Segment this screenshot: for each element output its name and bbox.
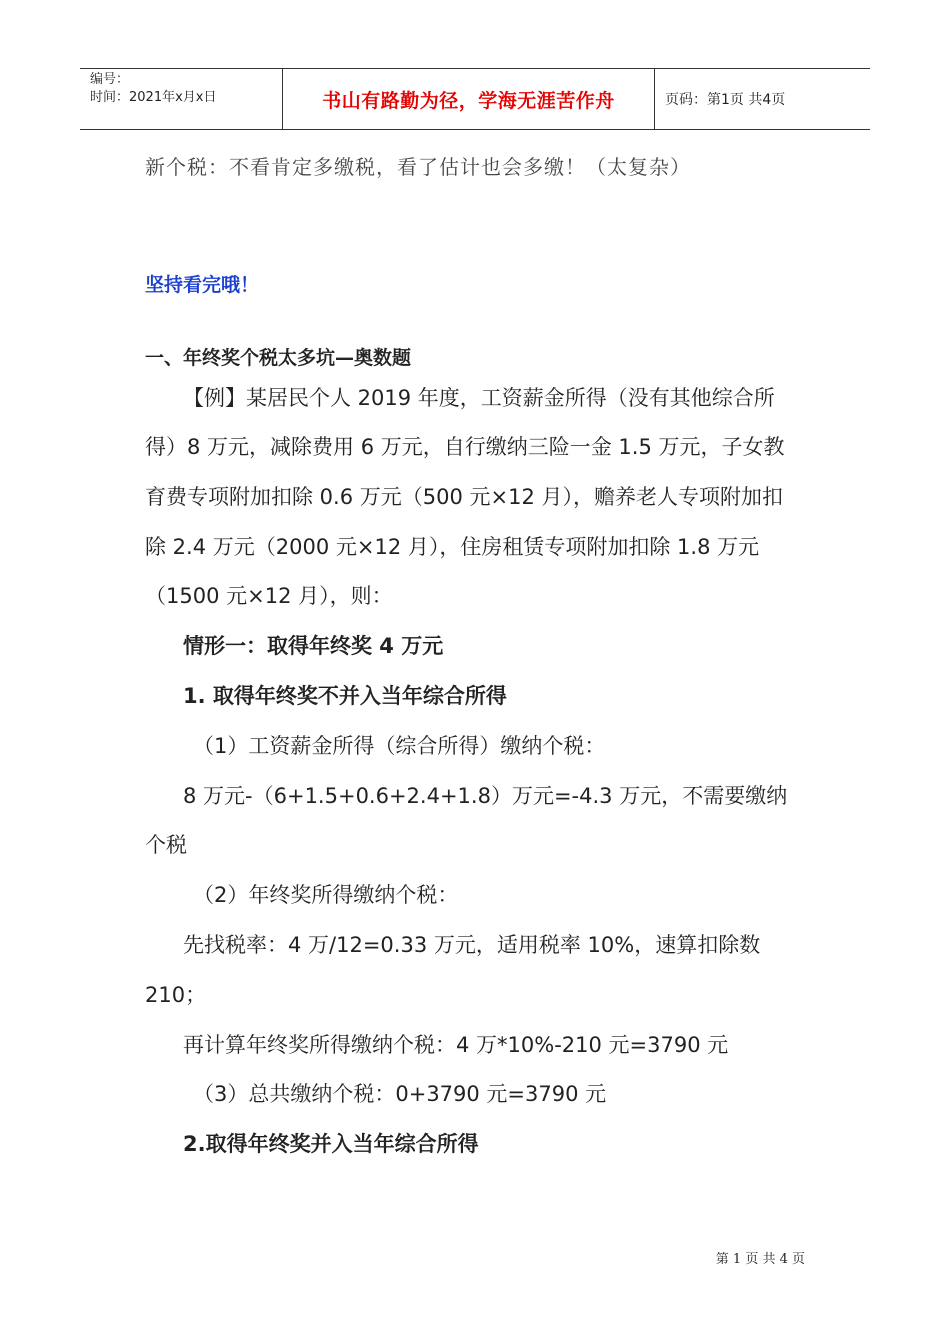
- document-number-label: 编号：: [90, 72, 130, 87]
- header-left-cell: [80, 69, 282, 129]
- step-title: （1）工资薪金所得（综合所得）缴纳个税：: [193, 734, 606, 758]
- step-total: （3）总共缴纳个税：0+3790 元=3790 元: [193, 1082, 607, 1106]
- example-line: 【例】某居民个人 2019 年度，工资薪金所得（没有其他综合所: [183, 386, 775, 410]
- example-line: 除 2.4 万元（2000 元×12 月），住房租赁专项附加扣除 1.8 万元: [145, 535, 760, 559]
- case-title: 情形一：取得年终奖 4 万元: [183, 634, 444, 658]
- calculation-line: 再计算年终奖所得缴纳个税：4 万*10%-210 元=3790 元: [183, 1033, 729, 1057]
- section-title: 一、年终奖个税太多坑—奥数题: [145, 347, 412, 369]
- calculation-line: 个税: [145, 833, 187, 857]
- calculation-line: 210；: [145, 983, 207, 1007]
- page-footer: 第 1 页 共 4 页: [715, 1252, 805, 1267]
- encourage-text: 坚持看完哦！: [145, 274, 260, 296]
- subsection-title: 2.取得年终奖并入当年综合所得: [183, 1132, 479, 1156]
- document-header: [80, 68, 870, 130]
- header-motto: 书山有路勤为径，学海无涯苦作舟: [282, 69, 655, 129]
- document-time-label: 时间：2021年x月x日: [90, 90, 217, 105]
- header-page-info: 页码：第1页 共4页: [665, 92, 786, 108]
- calculation-line: 8 万元-（6+1.5+0.6+2.4+1.8）万元=-4.3 万元，不需要缴纳: [183, 784, 788, 808]
- example-line: 育费专项附加扣除 0.6 万元（500 元×12 月），赡养老人专项附加扣: [145, 485, 783, 509]
- calculation-line: 先找税率：4 万/12=0.33 万元，适用税率 10%，速算扣除数: [183, 933, 761, 957]
- subsection-title: 1. 取得年终奖不并入当年综合所得: [183, 684, 507, 708]
- intro-text: 新个税：不看肯定多缴税，看了估计也会多缴！（太复杂）: [145, 155, 691, 179]
- step-title: （2）年终奖所得缴纳个税：: [193, 883, 459, 907]
- example-line: （1500 元×12 月），则：: [145, 584, 393, 608]
- example-line: 得）8 万元，减除费用 6 万元，自行缴纳三险一金 1.5 万元，子女教: [145, 435, 785, 459]
